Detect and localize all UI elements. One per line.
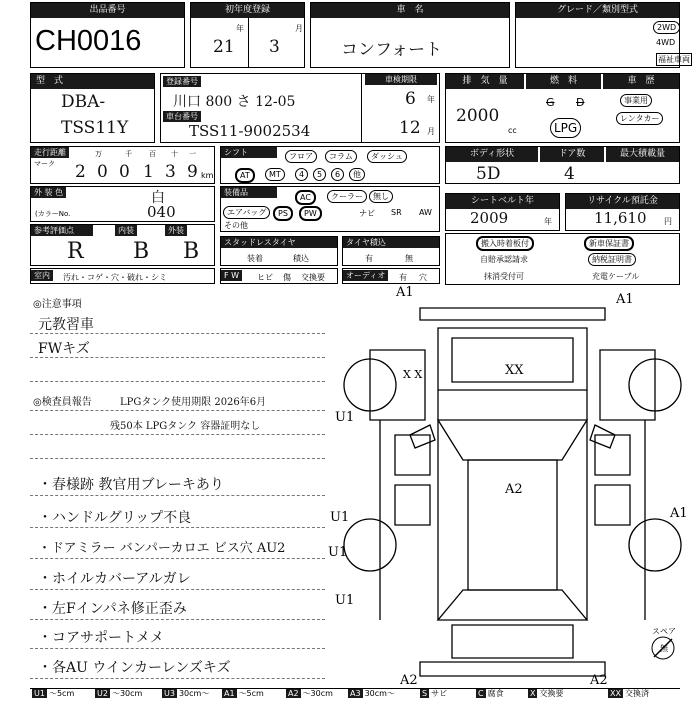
report-item-6: ・コアサポートメメ [38,630,164,646]
inspection-year-unit: 年 [427,95,435,104]
mark-label: マーク [34,160,55,168]
displacement: 2000 [456,106,500,126]
interior-cond: 汚れ・コゲ・穴・破れ・シミ [63,273,167,282]
color-label: 外 装 色 [31,187,66,198]
legend-c [476,688,504,700]
unit-ichi: 一 [189,150,196,158]
seatbelt-label: シートベルト年 [446,194,559,209]
color-value: 白 [151,190,165,206]
damage-mark-left-front: U1 [335,410,355,425]
damage-mark-front-right: A1 [616,292,634,307]
color-no-label: (カラーNo. [35,210,71,218]
legend-a1 [222,688,264,700]
shift-label: シフト [221,147,277,158]
rule-6 [30,458,325,459]
report-item-1: ・春様跡 教官用ブレーキあり [38,477,224,493]
reg-no: 川口 800 さ 12-05 [173,94,296,110]
capacity-label: 最大積載量 [606,147,679,162]
year-label: 年 [236,24,244,33]
doc-warranty: 新車保証書 [584,236,634,251]
drive-4wd: 4WD [656,38,676,47]
audio-label: オーディオ [343,270,388,281]
damage-mark-rear-right: A2 [590,673,608,688]
recycle-box [565,193,680,231]
mileage-digit-3: 0 [119,162,130,182]
legend-u3-val: 30cm〜 [178,689,210,698]
unit-hyaku: 百 [149,150,156,158]
welfare-label: 福祉車両 [658,55,690,64]
legend-xx-key: XX [610,689,621,698]
other-label: その他 [224,221,248,230]
fuel-d: D [576,96,585,109]
doors-value: 4 [564,164,575,184]
registration-box [160,73,440,143]
shift-column: コラム [325,150,357,163]
grade-interior: B [133,239,150,264]
opt-aw: AW [419,208,432,217]
report-item-7: ・各AU ウインカーレンズキズ [38,660,231,676]
mileage-digit-1: 2 [75,162,86,182]
legend-a3-key: A3 [350,689,361,698]
shift-box [220,146,440,184]
studless-label: スタッドレスタイヤ [221,237,337,248]
opt-navi: ナビ [359,209,375,218]
cc-unit: cc [508,126,517,135]
studless-loaded: 積込 [293,254,309,263]
chassis-no: TSS11-9002534 [189,122,311,140]
model-code-box [30,73,155,143]
shift-other: 他 [349,168,365,181]
rule-13 [30,678,325,679]
first-reg-year: 21 [213,37,235,57]
legend-s [420,688,447,700]
tire-yes: 有 [365,254,373,263]
engine-box [445,73,680,143]
tire-no: 無 [405,254,413,263]
doc-liability: 自賠承認請求 [480,255,528,264]
damage-mark-left-rear: U1 [328,545,348,560]
fw-scratch: 傷 [283,273,291,282]
spare-label: スペア [652,627,676,636]
legend-u1-val: 〜5cm [48,689,75,698]
fuel-label: 燃 料 [526,74,601,89]
model-code-2: TSS11Y [61,118,129,138]
displacement-label: 排 気 量 [446,74,524,89]
history-label: 車 歴 [603,74,679,89]
damage-mark-hood: XX [505,363,524,378]
inspection-month-unit: 月 [427,127,435,136]
legend-a3 [348,688,395,700]
studless-box [220,236,338,266]
body-box [445,146,680,184]
legend-c-val: 腐食 [487,689,504,698]
grade-label: グレード／類別型式 [516,3,679,18]
opt-ps: PS [273,206,293,221]
unit-juu: 十 [171,150,178,158]
legend-c-key: C [478,689,484,698]
remarks-label: ◎注意事項 [33,299,82,310]
studless-fitted: 装着 [247,254,263,263]
legend-a2-key: A2 [288,689,299,698]
inspection-month: 12 [399,118,421,138]
report-item-5: ・左Fインパネ修正歪み [38,601,187,617]
rule-12 [30,648,325,649]
mileage-label: 走行距離 [31,147,69,158]
model-name-label: 車 名 [311,3,509,18]
rule-3 [30,381,325,382]
lot-number-box [30,2,185,68]
report-item-3: ・ドアミラー バンパーカロエ ビス穴 AU2 [38,541,286,556]
grade-exterior-label: 外装 [165,225,187,236]
legend-u2-key: U2 [97,689,108,698]
report-item-4: ・ホイルカバーアルガレ [38,571,191,587]
shift-at: AT [235,168,255,183]
legend-u3 [162,688,209,700]
first-registration-box [190,2,305,68]
shift-floor: フロア [285,150,317,163]
legend-a1-key: A1 [224,689,235,698]
damage-mark-roof: A2 [505,482,523,497]
legend-u2 [95,688,142,700]
color-no: 040 [147,203,176,221]
fw-crack: ヒビ [257,273,273,282]
month-label: 月 [295,24,303,33]
remark-2: FWキズ [38,341,90,357]
opt-sr: SR [391,208,402,217]
lot-number-label: 出品番号 [31,3,184,18]
damage-mark-left-fender: X X [403,368,423,381]
rule-8 [30,527,325,528]
rule-4 [30,410,325,411]
equip-cooler: クーラー [327,190,367,203]
legend-xx-val: 交換済 [624,689,649,698]
shift-mt: MT [265,168,285,181]
doc-tax-cert: 納税証明書 [588,253,636,266]
doc-cancellation: 抹消受付可 [484,272,524,281]
mileage-digit-4: 1 [143,162,154,182]
legend-x-key: X [530,689,536,698]
lot-number: CH0016 [35,25,142,57]
legend-x-val: 交換要 [539,689,564,698]
color-box [30,186,215,222]
legend-u2-val: 〜30cm [111,689,143,698]
model-code-label: 型 式 [31,74,154,89]
shift-dash: ダッシュ [367,150,407,163]
fw-label: F W [221,270,242,281]
mileage-digit-2: 0 [97,162,108,182]
unit-sen: 千 [125,150,132,158]
inspection-label: 車検期限 [365,74,437,85]
inspector-report-1: LPGタンク使用期限 2026年6月 [120,397,267,408]
opt-airbag: エアバッグ [223,206,270,219]
legend-x [528,688,563,700]
legend-u3-key: U3 [164,689,175,698]
shift-6: 6 [331,168,344,181]
interior-cond-label: 室内 [31,270,53,281]
damage-mark-front-left: A1 [396,285,414,300]
tire-label: タイヤ積込 [343,237,439,248]
documents-box [445,233,680,285]
grade-overall: R [67,239,84,264]
grade-overall-label: 参考評価点 [31,225,93,236]
mileage-digit-5: 3 [165,162,176,182]
grades-box [30,224,215,266]
recycle-value: 11,610 [594,209,647,227]
model-code-1: DBA- [61,92,106,112]
legend-a3-val: 30cm〜 [364,689,395,698]
fw-replace: 交換要 [301,273,325,282]
km-unit: km [201,171,214,180]
fw-box [220,268,338,284]
rule-9 [30,558,325,559]
seatbelt-unit: 年 [544,217,552,226]
audio-box [342,268,440,284]
remark-1: 元教習車 [38,317,94,333]
damage-mark-left-quarter: U1 [335,593,355,608]
drive-2wd: 2WD [653,21,680,34]
reg-no-label: 登録番号 [163,76,201,87]
legend-xx [608,688,649,700]
interior-cond-box [30,268,215,284]
inspection-divider [361,74,362,142]
damage-mark-left-door: U1 [330,510,350,525]
doors-label: ドア数 [540,147,604,162]
legend-a2 [286,688,333,700]
audio-yes: 有 [399,273,407,282]
equip-ac: AC [295,190,316,205]
rule-11 [30,619,325,620]
chassis-label: 車台番号 [163,111,201,122]
rule-7 [30,495,325,496]
doc-entry-plate: 搬入時着板付 [476,236,534,251]
grade-interior-label: 内装 [115,225,137,236]
fuel-lpg: LPG [550,118,581,138]
mileage-digit-6: 9 [187,162,198,182]
opt-pw: PW [299,206,322,221]
shift-5: 5 [313,168,326,181]
legend-s-key: S [422,689,428,698]
inspector-label: ◎検査員報告 [33,397,92,408]
year-month-divider [248,18,249,68]
equip-none: 無し [369,190,393,203]
first-reg-month: 3 [269,37,280,57]
model-name-box [310,2,510,68]
report-item-2: ・ハンドルグリップ不良 [38,510,192,526]
audio-hole: 穴 [419,273,427,282]
damage-mark-right-door: A1 [670,506,688,521]
unit-man: 万 [95,150,102,158]
recycle-label: リサイクル預託金 [566,194,679,209]
equipment-box [220,186,440,232]
grade-exterior: B [183,239,200,264]
spare-none: 無 [660,644,668,653]
rule-10 [30,589,325,590]
body-value: 5D [476,164,501,184]
history-rental: レンタカー [616,112,663,125]
seatbelt-box [445,193,560,231]
legend-a1-val: 〜5cm [238,689,264,698]
doc-charge-cable: 充電ケーブル [592,272,640,281]
rule-5 [30,434,325,435]
legend-a2-val: 〜30cm [302,689,333,698]
first-registration-label: 初年度登録 [191,3,304,18]
damage-mark-rear-left: A2 [400,673,418,688]
mileage-box [30,146,215,184]
body-label: ボディ形状 [446,147,538,162]
legend-s-val: サビ [431,689,448,698]
history-business: 事業用 [620,94,652,107]
grade-box [515,2,690,68]
recycle-unit: 円 [664,217,672,226]
inspection-year: 6 [405,89,416,109]
fuel-g: G [546,96,555,109]
inspector-report-2: 残50本 LPGタンク 容器証明なし [110,421,261,432]
tire-box [342,236,440,266]
shift-4: 4 [295,168,308,181]
legend-u1 [32,688,74,700]
equipment-label: 装備品 [221,187,277,198]
model-name: コンフォート [341,40,443,60]
legend-u1-key: U1 [34,689,45,698]
seatbelt-year: 2009 [470,209,509,227]
